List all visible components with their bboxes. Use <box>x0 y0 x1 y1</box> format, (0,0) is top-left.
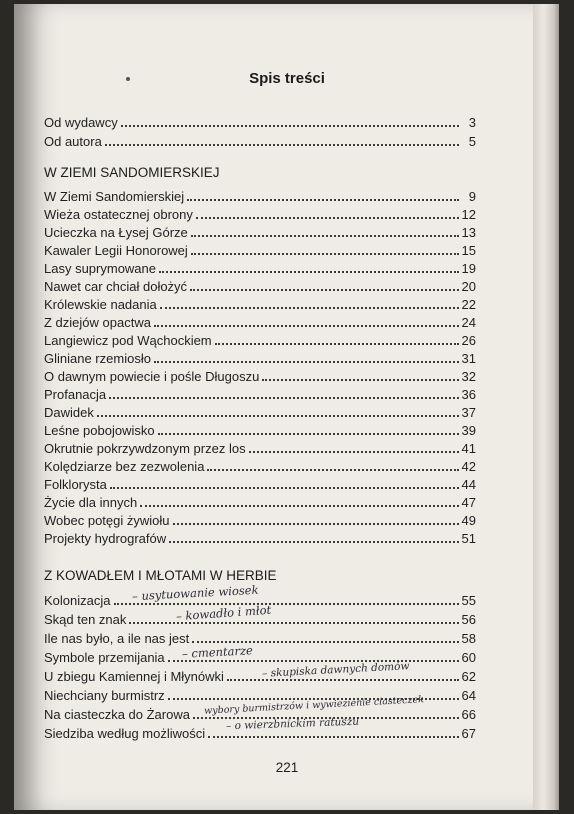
dot-leader <box>168 660 459 662</box>
entry-label: Na ciasteczka do Żarowa <box>44 707 190 722</box>
entry-page: 64 <box>461 688 476 703</box>
toc-entry <box>44 330 476 348</box>
entry-label: Skąd ten znak <box>44 612 127 627</box>
entry-label: Symbole przemijania <box>44 650 165 665</box>
entry-page: 32 <box>461 369 476 384</box>
toc-entry <box>44 276 476 294</box>
entry-page: 26 <box>461 333 476 348</box>
entry-label: Projekty hydrografów <box>44 531 167 546</box>
dot-leader <box>173 523 459 525</box>
dot-leader <box>196 217 459 219</box>
entry-page: 9 <box>468 189 476 204</box>
entry-page: 41 <box>461 441 476 456</box>
toc-entry <box>44 258 476 276</box>
handwritten-note: – skupiska dawnych domów <box>261 660 410 680</box>
entry-label: Wobec potęgi żywiołu <box>44 513 170 528</box>
entry-page: 51 <box>461 531 476 546</box>
section-heading: Z KOWADŁEM I MŁOTAMI W HERBIE <box>44 568 277 583</box>
entry-page: 60 <box>461 650 476 665</box>
entry-label: Kolonizacja <box>44 593 111 608</box>
dot-leader <box>109 397 458 399</box>
entry-label: Lasy suprymowane <box>44 261 156 276</box>
dot-leader <box>169 541 458 543</box>
entry-label: W Ziemi Sandomierskiej <box>44 189 185 204</box>
page-number: 221 <box>275 760 299 775</box>
dot-leader <box>121 125 459 127</box>
section-heading: W ZIEMI SANDOMIERSKIEJ <box>44 165 220 180</box>
entry-page: 49 <box>461 513 476 528</box>
entry-page: 67 <box>461 726 476 741</box>
dot-leader <box>158 433 459 435</box>
dot-leader <box>154 361 459 363</box>
dot-leader <box>192 641 458 643</box>
entry-label: Kawaler Legii Honorowej <box>44 243 188 258</box>
entry-page: 36 <box>461 387 476 402</box>
entry-label: Wieża ostatecznej obrony <box>44 207 193 222</box>
toc-entry <box>44 131 476 149</box>
entry-label: Ile nas było, a ile nas jest <box>44 631 190 646</box>
handwritten-note: – usytuowanie wiosek <box>131 582 259 604</box>
toc-entry <box>44 666 476 684</box>
entry-page: 56 <box>461 612 476 627</box>
entry-label: Langiewicz pod Wąchockiem <box>44 333 212 348</box>
toc-entry <box>44 312 476 330</box>
entry-page: 42 <box>461 459 476 474</box>
dot-leader <box>140 505 458 507</box>
entry-page: 15 <box>461 243 476 258</box>
entry-label: Od wydawcy <box>44 115 118 130</box>
toc-entry <box>44 438 476 456</box>
dot-leader <box>110 487 459 489</box>
entry-page: 37 <box>461 405 476 420</box>
dot-leader <box>249 451 459 453</box>
entry-label: Dawidek <box>44 405 94 420</box>
handwritten-note: – kowadło i młot <box>175 602 272 624</box>
dot-leader <box>208 736 458 738</box>
toc-entry <box>44 204 476 222</box>
entry-page: 58 <box>461 631 476 646</box>
entry-label: Nawet car chciał dołożyć <box>44 279 188 294</box>
toc-entry <box>44 628 476 646</box>
entry-page: 13 <box>461 225 476 240</box>
entry-label: Królewskie nadania <box>44 297 157 312</box>
entry-page: 22 <box>461 297 476 312</box>
entry-page: 19 <box>461 261 476 276</box>
entry-label: Niechciany burmistrz <box>44 688 165 703</box>
toc-entry <box>44 510 476 528</box>
dot-leader <box>190 289 458 291</box>
entry-label: Siedziba według możliwości <box>44 726 206 741</box>
entry-page: 66 <box>461 707 476 722</box>
entry-label: Życie dla innych <box>44 495 138 510</box>
toc-entry <box>44 420 476 438</box>
entry-label: Z dziejów opactwa <box>44 315 151 330</box>
dot-leader <box>97 415 459 417</box>
entry-label: Gliniane rzemiosło <box>44 351 151 366</box>
toc-entry <box>44 240 476 258</box>
dot-leader <box>207 469 458 471</box>
toc-entry <box>44 474 476 492</box>
dot-leader <box>262 379 458 381</box>
entry-page: 44 <box>461 477 476 492</box>
dot-leader <box>187 199 459 201</box>
toc-entry <box>44 647 476 665</box>
page-title: Spis treści <box>249 70 325 87</box>
page-edge <box>533 4 559 810</box>
toc-entry <box>44 222 476 240</box>
toc-entry <box>44 348 476 366</box>
dot-leader <box>159 271 459 273</box>
entry-page: 20 <box>461 279 476 294</box>
entry-label: Kolędziarze bez zezwolenia <box>44 459 205 474</box>
handwritten-note: – cmentarze <box>181 643 254 661</box>
dot-leader <box>191 253 459 255</box>
dot-leader <box>154 325 459 327</box>
entry-page: 3 <box>468 115 476 130</box>
dot-leader <box>114 603 459 605</box>
entry-label: Ucieczka na Łysej Górze <box>44 225 188 240</box>
toc-entry <box>44 112 476 130</box>
entry-page: 24 <box>461 315 476 330</box>
entry-label: O dawnym powiecie i pośle Długoszu <box>44 369 260 384</box>
entry-page: 31 <box>461 351 476 366</box>
entry-page: 5 <box>468 134 476 149</box>
dot-leader <box>191 235 459 237</box>
entry-label: Leśne pobojowisko <box>44 423 155 438</box>
dot-leader <box>215 343 459 345</box>
entry-label: Okrutnie pokrzywdzonym przez los <box>44 441 246 456</box>
handwritten-note: wybory burmistrzów i wywiezienie ciasteczek <box>203 694 425 717</box>
dot-leader <box>105 144 459 146</box>
entry-page: 39 <box>461 423 476 438</box>
handwritten-note: – o wierzbnickim ratuszu <box>225 715 360 733</box>
toc-entry <box>44 528 476 546</box>
toc-entry <box>44 366 476 384</box>
toc-entry <box>44 186 476 204</box>
entry-label: Folklorysta <box>44 477 107 492</box>
entry-label: Profanacja <box>44 387 107 402</box>
entry-page: 62 <box>461 669 476 684</box>
toc-entry <box>44 294 476 312</box>
dot-leader <box>160 307 459 309</box>
toc-entry <box>44 492 476 510</box>
entry-page: 55 <box>461 593 476 608</box>
toc-entry <box>44 384 476 402</box>
entry-label: Od autora <box>44 134 102 149</box>
entry-page: 12 <box>461 207 476 222</box>
entry-label: U zbiegu Kamiennej i Młynówki <box>44 669 224 684</box>
toc-entry <box>44 456 476 474</box>
toc-entry <box>44 402 476 420</box>
entry-page: 47 <box>461 495 476 510</box>
